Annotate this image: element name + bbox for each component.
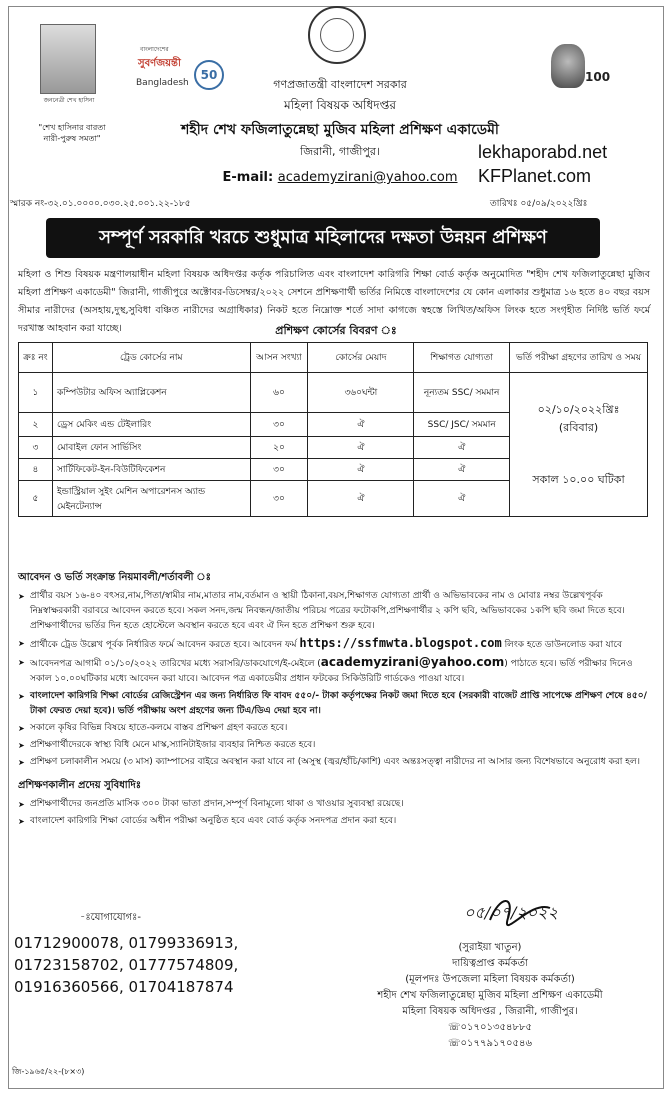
email-link[interactable]: academyzirani@yahoo.com: [277, 170, 458, 185]
reference-code: জি-১৯৬৫/২২-(৮×৩): [12, 1067, 85, 1076]
table-row: ১ কম্পিউটার অফিস অ্যাপ্লিকেশন ৬০ ৩৬০ঘন্টা নূন্যতম SSC/ সমমান ০২/১০/২০২২খ্রিঃ (রবিবার) সকাল ১০.০০ ঘটিকা: [19, 373, 648, 413]
signature-date: ০৫/০৭/২০২২: [464, 903, 558, 922]
table-header-row: ক্রঃ নং ট্রেড কোর্সের নাম আসন সংখ্যা কোর্সের মেয়াদ শিক্ষাগত যোগ্যতা ভর্তি পরীক্ষা গ্রহণের তারিখ ও সময়: [19, 343, 648, 373]
contact-numbers: 01712900078, 01799336913, 01723158702, 01777574809, 01916360566, 01704187874: [14, 934, 239, 996]
table-row: ৫ ইন্ডাস্ট্রিয়াল সুইং মেশিন অপারেশনস অ্যান্ড মেইনটেন্যান্স ৩০ ঐ ঐ: [19, 481, 648, 517]
benefits-title: প্রশিক্ষণকালীন প্রদেয় সুবিধাদিঃ: [18, 780, 142, 791]
list-item: ➤ বাংলাদেশ কারিগরি শিক্ষা বোর্ডের রেজিস্ট্রেশন এর জন্য নির্ধারিত ফি বাবদ ৫৫০/- টাকা কর্তৃপক্ষের নিকট জমা দিতে হবে (সরকারী বাজেট প্রাপ্তি সাপেক্ষে প্রশিক্ষণ শেষে ৪৫০/টাকা ফেরত দেয়া হবে)। ভর্তি পরীক্ষায় অংশ গ্রহণের জন্য টিএ/ডিএ দেয়া হবে না।: [18, 689, 648, 719]
watermark-line2: KFPlanet.com: [478, 166, 592, 186]
course-table: [18, 342, 648, 517]
list-item: ➤ প্রশিক্ষণ চলাকালীন সময়ে (৩ মাস) ক্যাম্পাসের বাইরে অবস্থান করা যাবে না (অসুস্থ (জ্বর/হাঁচি/কাশি) এবং অন্তঃসত্ত্বা নারীদের না আসার জন্য বিশেষভাবে অনুরোধ করা হল।: [18, 755, 648, 770]
rules-section: [18, 570, 648, 831]
email-line: E-mail: academyzirani@yahoo.com: [222, 170, 458, 185]
signer-block: (সুরাইয়া খাতুন) দায়িত্বপ্রাপ্ত কর্মকর্তা (মূলপদঃ উপজেলা মহিলা বিষয়ক কর্মকর্তা) শহীদ শেখ ফজিলাতুন্নেছা মুজিব মহিলা প্রশিক্ষণ একাডেমী মহিলা বিষয়ক অধিদপ্তর , জিরানী, গাজীপুর। ☏০১৭০১৩৫৪৮৮৫ ☏০১৭৭৯১৭০৫৪৬: [377, 942, 603, 1049]
list-item: ➤ বাংলাদেশ কারিগরি শিক্ষা বোর্ডের অধীন পরীক্ষা অনুষ্ঠিত হবে এবং বোর্ড কর্তৃক সনদপত্র প্রদান করা হবে।: [18, 814, 648, 829]
table-row: ৩ মোবাইল ফোন সার্ভিসিং ২০ ঐ ঐ: [19, 437, 648, 459]
table-row: ২ ড্রেস মেকিং এন্ড টেইলারিং ৩০ ঐ SSC/ JSC/ সমমান: [19, 413, 648, 437]
list-item: ➤ প্রশিক্ষণার্থীদেরকে স্বাস্থ্য বিধি মেনে মাস্ক,স্যানিটাইজার ব্যবহার নিশ্চিত করতে হবে।: [18, 738, 648, 753]
department-name: মহিলা বিষয়ক অধিদপ্তর: [284, 98, 396, 112]
academy-name: শহীদ শেখ ফজিলাতুন্নেছা মুজিব মহিলা প্রশিক্ষণ একাডেমী: [181, 122, 499, 138]
contact-title: -ঃযোগাযোগঃ-: [80, 912, 141, 923]
headline-banner: সম্পূর্ণ সরকারি খরচে শুধুমাত্র মহিলাদের দক্ষতা উন্নয়ন প্রশিক্ষণ: [46, 218, 600, 258]
slogan: "শেখ হাসিনার বারতা নারী-পুরুষ সমতা": [38, 123, 106, 143]
academy-address: জিরানী, গাজীপুর।: [300, 145, 380, 158]
notice-date: তারিখঃ ০৫/০৯/২০২২খ্রিঃ: [490, 199, 588, 209]
golden-jubilee-logo: বাংলাদেশের সুবর্ণজয়ন্তী Bangladesh 50: [118, 42, 228, 100]
memo-number: স্মারক নং-৩২.০১.০০০০.০৩০.২৫.০০১.২২-১৮৫: [10, 199, 191, 209]
list-item: ➤ সকালে কৃষির বিভিন্ন বিষয়ে হাতে-কলমে বাস্তব প্রশিক্ষণ গ্রহণ করতে হবে।: [18, 721, 648, 736]
intro-paragraph: মহিলা ও শিশু বিষয়ক মন্ত্রণালয়াধীন মহিলা বিষয়ক অধিদপ্তর কর্তৃক পরিচালিত এবং বাংলাদেশ কারিগরি শিক্ষা বোর্ড কর্তৃক অনুমোদিত "শহীদ শেখ ফজিলাতুন্নেছা মুজিব মহিলা প্রশিক্ষণ একাডেমী" জিরানী, গাজীপুরে অক্টোবর-ডিসেম্বর/২০২২ সেশনে প্রশিক্ষণার্থী ভর্তির নিমিত্তে বাংলাদেশের যে কোন এলাকার শুধুমাত্র ১৬ হতে ৪০ বছর বয়স সীমার নারীদের (অসহায়,দুস্থ,সুবিধা বঞ্চিত নারীদের অগ্রাধিকার) নিকট হতে নিম্নোক্ত শর্তে সাদা কাগজে স্বহস্তে লিখিত/অফিস লিংক হতে সংগৃহীত নির্দিষ্ট ভর্তি ফর্মে দরখাস্ত আহবান করা যাচ্ছে।: [18, 269, 650, 334]
table-row: ৪ সার্টিফিকেট-ইন-বিউটিফিকেশন ৩০ ঐ ঐ: [19, 459, 648, 481]
rules-title: আবেদন ও ভর্তি সংক্রান্ত নিয়মাবলী/শর্তাবলী ঃ: [18, 572, 211, 583]
list-item: ➤ প্রশিক্ষণার্থীদের জনপ্রতি মাসিক ৩০০ টাকা ভাতা প্রদান,সম্পূর্ণ বিনামূল্যে থাকা ও খাওয়ার সুব্যবস্থা রয়েছে।: [18, 797, 648, 812]
portrait-photo: [40, 24, 96, 94]
exam-schedule: ০২/১০/২০২২খ্রিঃ (রবিবার) সকাল ১০.০০ ঘটিকা: [510, 373, 648, 517]
mujib-year-logo: 100: [545, 40, 617, 100]
list-item: ➤ আবেদনপত্র আগামী ০১/১০/২০২২ তারিখের মধ্যে সরাসরি/ডাকযোগে/ই-মেইলে (academyzirani@yahoo.com) পাঠাতে হবে। ভর্তি পরীক্ষার দিনেও সকাল ১০.০০ঘটিকার মধ্যে আবেদন করা যাবে। আবেদন পত্র একাডেমীর প্রধান ফটকের সিকিউরিটি গার্ডকেও পাওয়া যাবে।: [18, 655, 648, 687]
government-name: গণপ্রজাতন্ত্রী বাংলাদেশ সরকার: [273, 78, 407, 91]
watermark-line1: lekhaporabd.net: [478, 142, 608, 162]
list-item: ➤ প্রার্থীর বয়স ১৬-৪০ বৎসর,নাম,পিতা/স্বামীর নাম,মাতার নাম,বর্তমান ও স্থায়ী ঠিকানা,বয়স,শিক্ষাগত যোগ্যতা প্রার্থী ও অভিভাবকের নাম ও মোবাঃ নম্বর উল্লেখপূর্বক নিম্নস্বাক্ষরকারী বরাবরে আবেদন করতে হবে। সকল সনদ,জন্ম নিবন্ধন/জাতীয় পরিচয় পত্রের ফটোকপি,প্রশিক্ষণার্থীর ২ কপি ছবি, অভিভাবকের ১কপি ছবি জমা দিতে হবে। প্রশিক্ষণার্থীদের ভর্তির দিন হতে হোস্টেলে অবস্থান করতে হবে এবং ঐ দিন হতে প্রশিক্ষণ শুরু হবে।: [18, 589, 648, 634]
application-email[interactable]: academyzirani@yahoo.com: [320, 655, 505, 669]
download-link[interactable]: https://ssfmwta.blogspot.com: [299, 636, 502, 650]
table-title: প্রশিক্ষণ কোর্সের বিবরণ ঃ: [275, 324, 397, 337]
portrait-caption: জননেত্রী শেখ হাসিনা: [43, 97, 95, 104]
government-seal-icon: [308, 6, 366, 64]
list-item: ➤ প্রার্থীকে ট্রেড উল্লেখ পূর্বক নির্ধারিত ফর্মে আবেদন করতে হবে। আবেদন ফর্ম https://ssfmwta.blogspot.com লিংক হতে ডাউনলোড করা যাবে: [18, 636, 648, 653]
